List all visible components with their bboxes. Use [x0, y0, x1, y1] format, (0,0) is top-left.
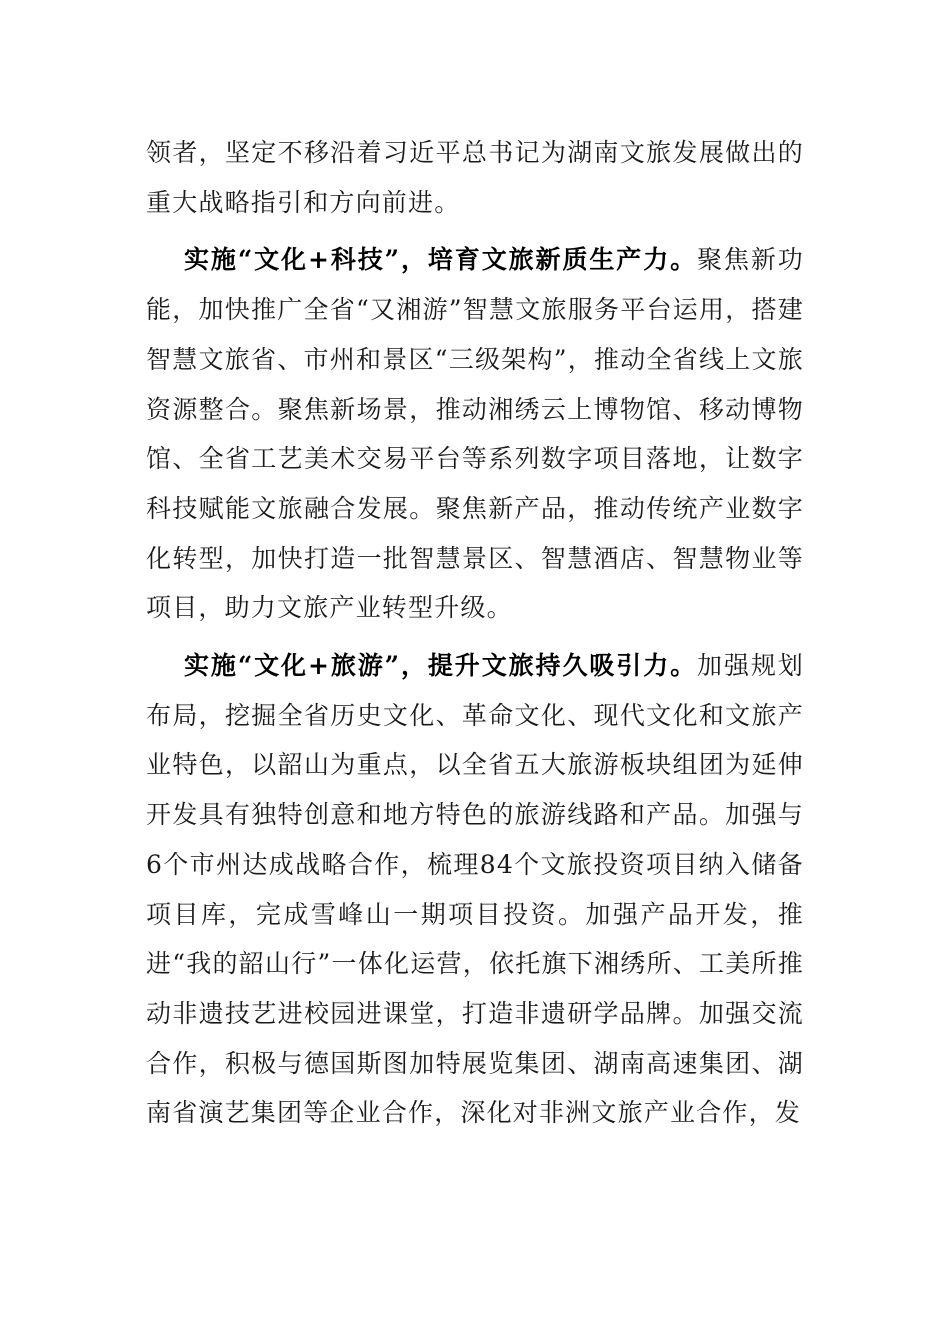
paragraph-culture-tech — [146, 235, 804, 633]
section-body-culture-tourism: 加强规划布局，挖掘全省历史文化、革命文化、现代文化和文旅产业特色，以韶山为重点，以全省五大旅游板块组团为延伸开发具有独特创意和地方特色的旅游线路和产品。加强与6个市州达成战略合作，梳理84个文旅投资项目纳入储备项目库，完成雪峰山一期项目投资。加强产品开发，推进“我的韶山行”一体化运营，依托旗下湘绣所、工美所推动非遗技艺进校园进课堂，打造非遗研学品牌。加强交流合作，积极与德国斯图加特展览集团、湖南高速集团、湖南省演艺集团等企业合作，深化对非洲文旅产业合作，发 — [146, 651, 804, 1128]
section-body-culture-tech: 聚焦新功能，加快推广全省“又湘游”智慧文旅服务平台运用，搭建智慧文旅省、市州和景区“三级架构”，推动全省线上文旅资源整合。聚焦新场景，推动湘绣云上博物馆、移动博物馆、全省工艺美术交易平台等系列数字项目落地，让数字科技赋能文旅融合发展。聚焦新产品，推动传统产业数字化转型，加快打造一批智慧景区、智慧酒店、智慧物业等项目，助力文旅产业转型升级。 — [146, 245, 804, 623]
section-heading-culture-tourism: 实施“文化+旅游”，提升文旅持久吸引力。 — [184, 651, 698, 681]
paragraph-continued: 领者，坚定不移沿着习近平总书记为湖南文旅发展做出的重大战略指引和方向前进。 — [146, 138, 804, 217]
document-body — [146, 128, 804, 1138]
paragraph-culture-tourism — [146, 641, 804, 1138]
section-heading-culture-tech: 实施“文化+科技”，培育文旅新质生产力。 — [184, 245, 698, 275]
